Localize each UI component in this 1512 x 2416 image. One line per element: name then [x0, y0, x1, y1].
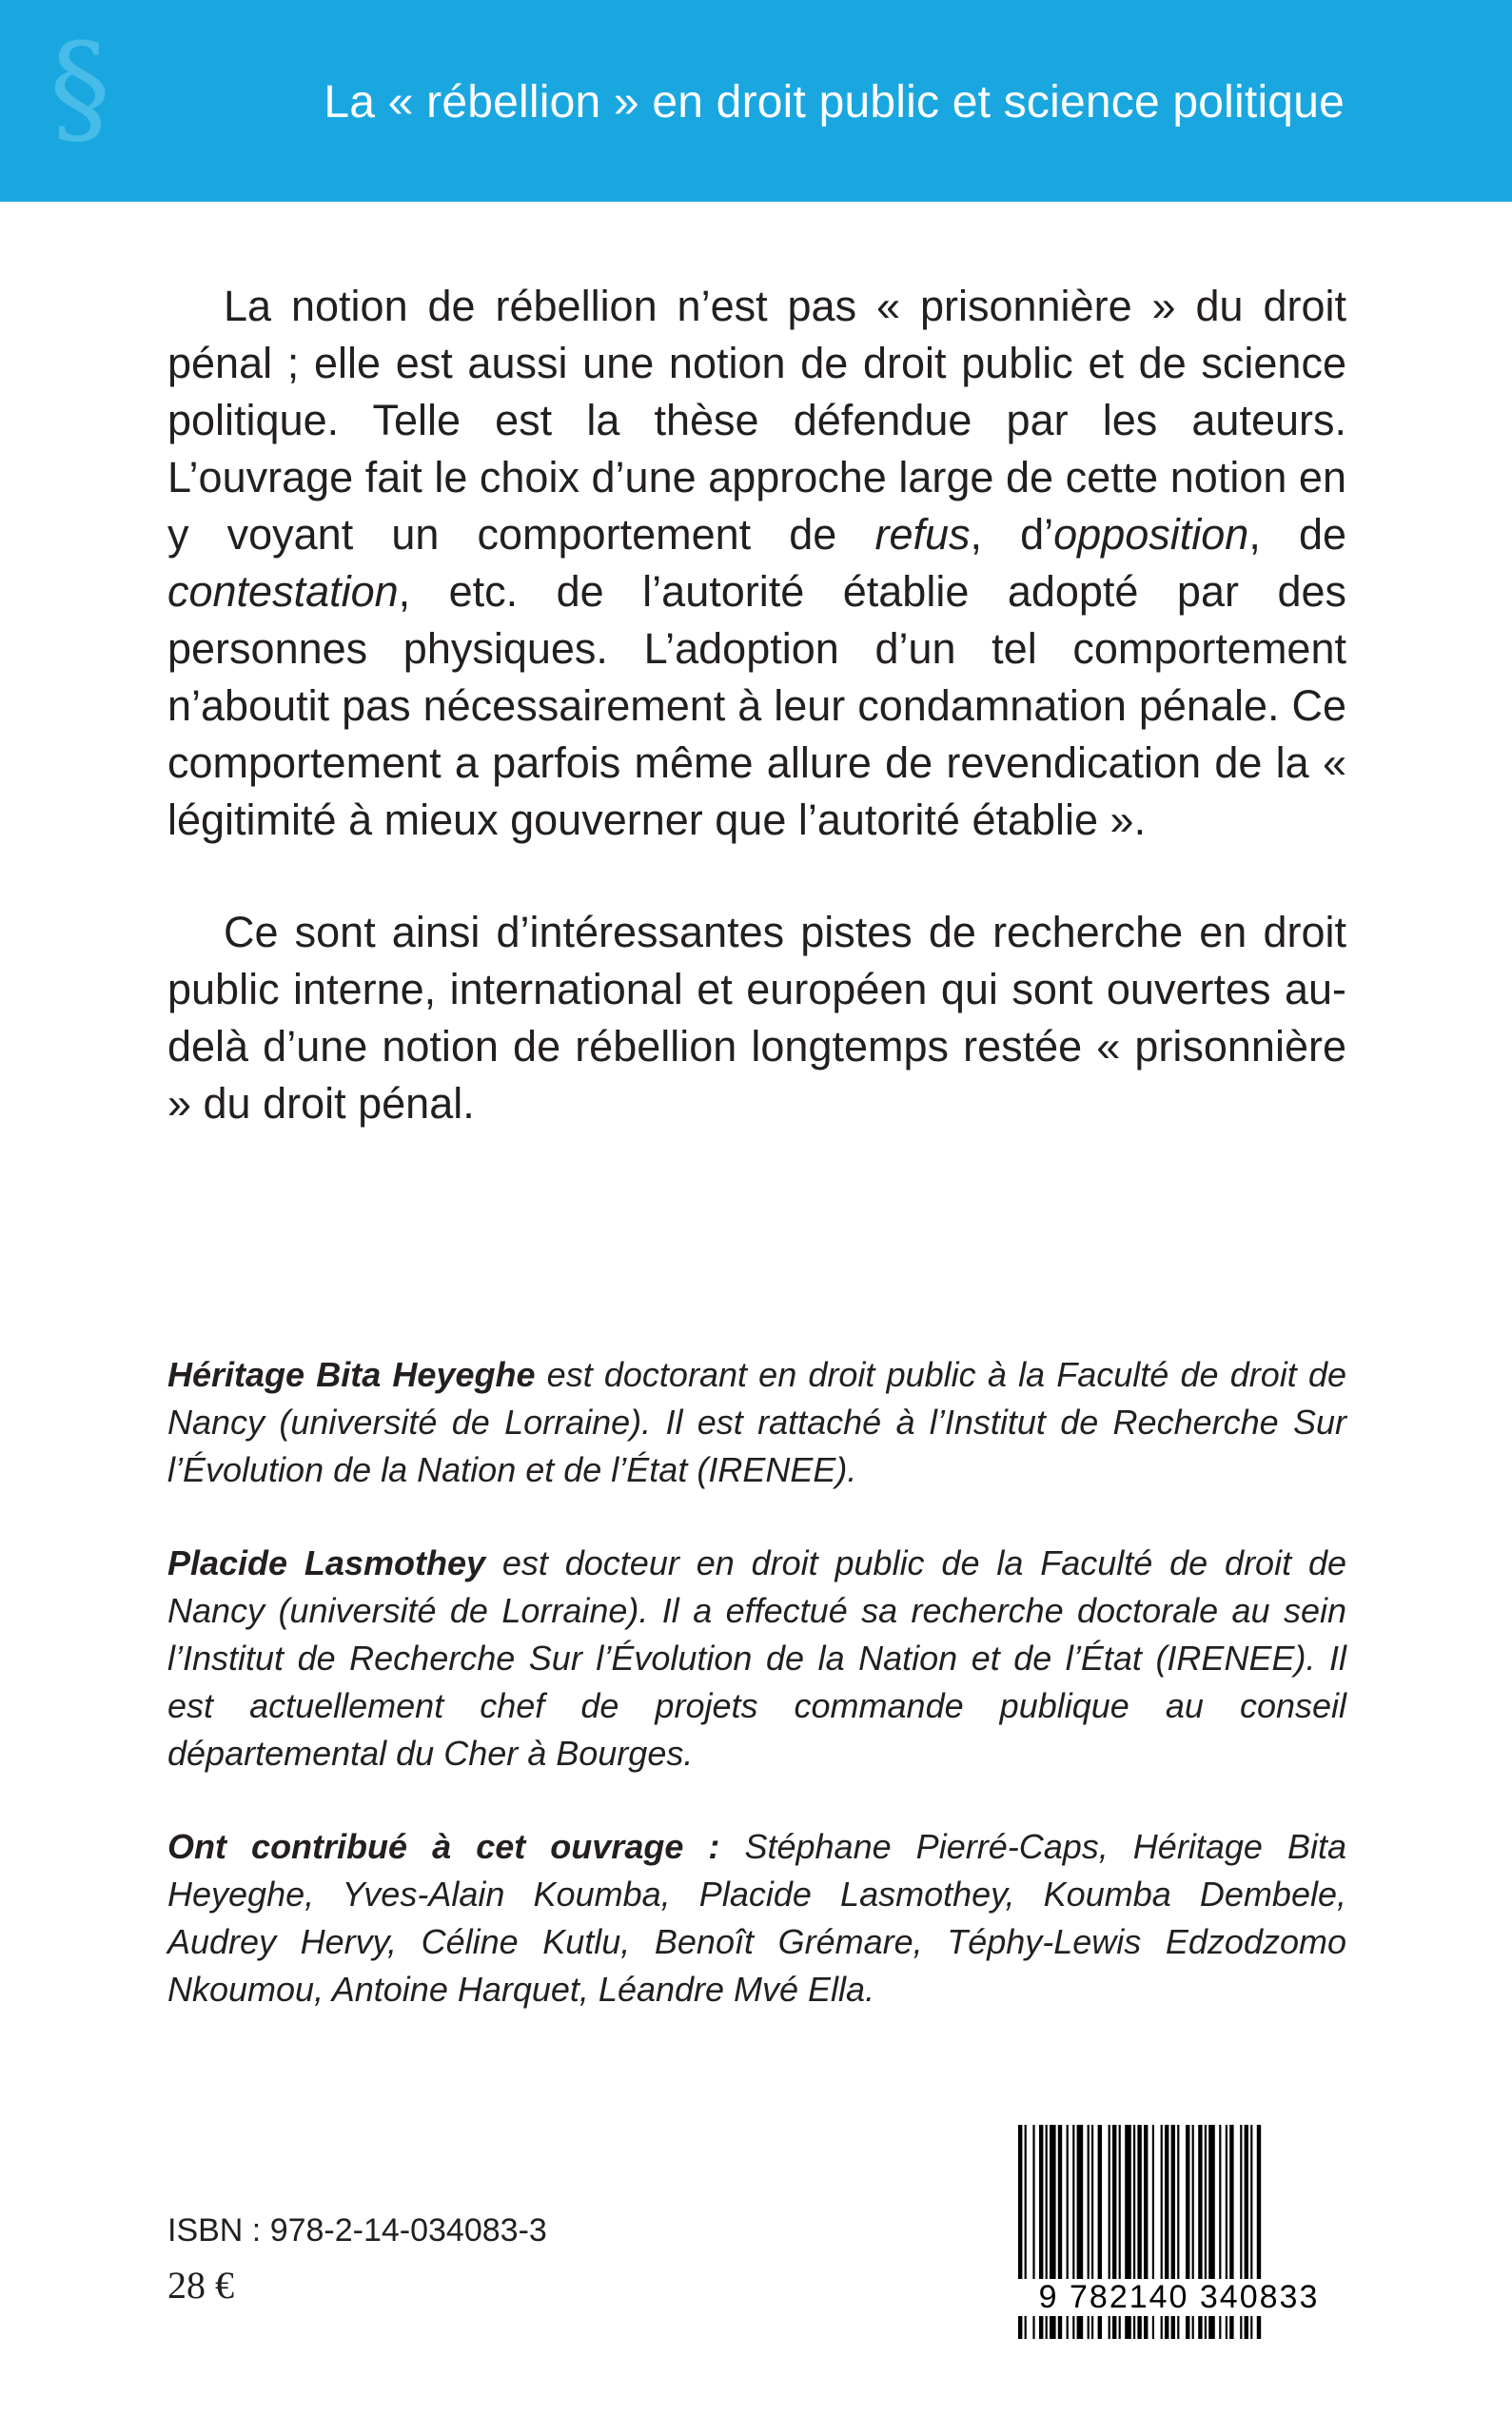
author-bio-1: Héritage Bita Heyeghe est doctorant en droit public à la Faculté de droit de Nancy (université de Lorraine). Il est rattaché à l’Institut de Recherche Sur l’Évolution de la Nation et de l’État (IRENEE). — [167, 1355, 1346, 1489]
author-name: Placide Lasmothey — [167, 1543, 485, 1582]
price: 28 € — [167, 2264, 234, 2307]
barcode-digits: 9 782140 340833 — [1012, 2279, 1345, 2316]
back-cover-summary — [167, 278, 1346, 1188]
header-band — [0, 0, 1512, 202]
emphasis-opposition: opposition — [1053, 510, 1249, 559]
emphasis-refus: refus — [874, 510, 971, 559]
author-name: Héritage Bita Heyeghe — [167, 1355, 536, 1394]
summary-paragraph-1: La notion de rébellion n’est pas « prisonnière » du droit pénal ; elle est aussi une notion de droit public et de science politique. Telle est la thèse défendue par les auteurs. L’ouvrage fait le choix d’une approche large de cette notion en y voyant un comportement de refus, d’opposition, de contestation, etc. de l’autorité établie adopté par des personnes physiques. L’adoption d’un tel comportement n’aboutit pas nécessairement à leur condamnation pénale. Ce comportement a parfois même allure de revendication de la « légitimité à mieux gouverner que l’autorité établie ». — [167, 282, 1347, 844]
series-title: La « rébellion » en droit public et science politique — [324, 77, 1345, 128]
contributors: Ont contribué à cet ouvrage : Stéphane Pierré-Caps, Héritage Bita Heyeghe, Yves-Alain Koumba, Placide Lasmothey, Koumba Dembele, Audrey Hervy, Céline Kutlu, Benoît Grémare, Téphy-Lewis Edzodzomo Nkoumou, Antoine Harquet, Léandre Mvé Ella. — [167, 1827, 1346, 2009]
author-bios — [167, 1351, 1346, 2059]
summary-paragraph-2: Ce sont ainsi d’intéressantes pistes de recherche en droit public interne, international et européen qui sont ouvertes au-delà d’une notion de rébellion longtemps restée « prisonnière » du droit pénal. — [167, 908, 1346, 1128]
contributors-label: Ont contribué à cet ouvrage : — [167, 1827, 720, 1866]
emphasis-contestation: contestation — [167, 567, 399, 616]
isbn-line: ISBN : 978-2-14-034083-3 — [167, 2212, 547, 2249]
author-bio-2: Placide Lasmothey est docteur en droit public de la Faculté de droit de Nancy (université de Lorraine). Il a effectué sa recherche doctorale au sein l’Institut de Recherche Sur l’Évolution de la Nation et de l’État (IRENEE). Il est actuellement chef de projets commande publique au conseil départemental du Cher à Bourges. — [167, 1543, 1346, 1773]
section-sign-logo: § — [49, 18, 110, 160]
